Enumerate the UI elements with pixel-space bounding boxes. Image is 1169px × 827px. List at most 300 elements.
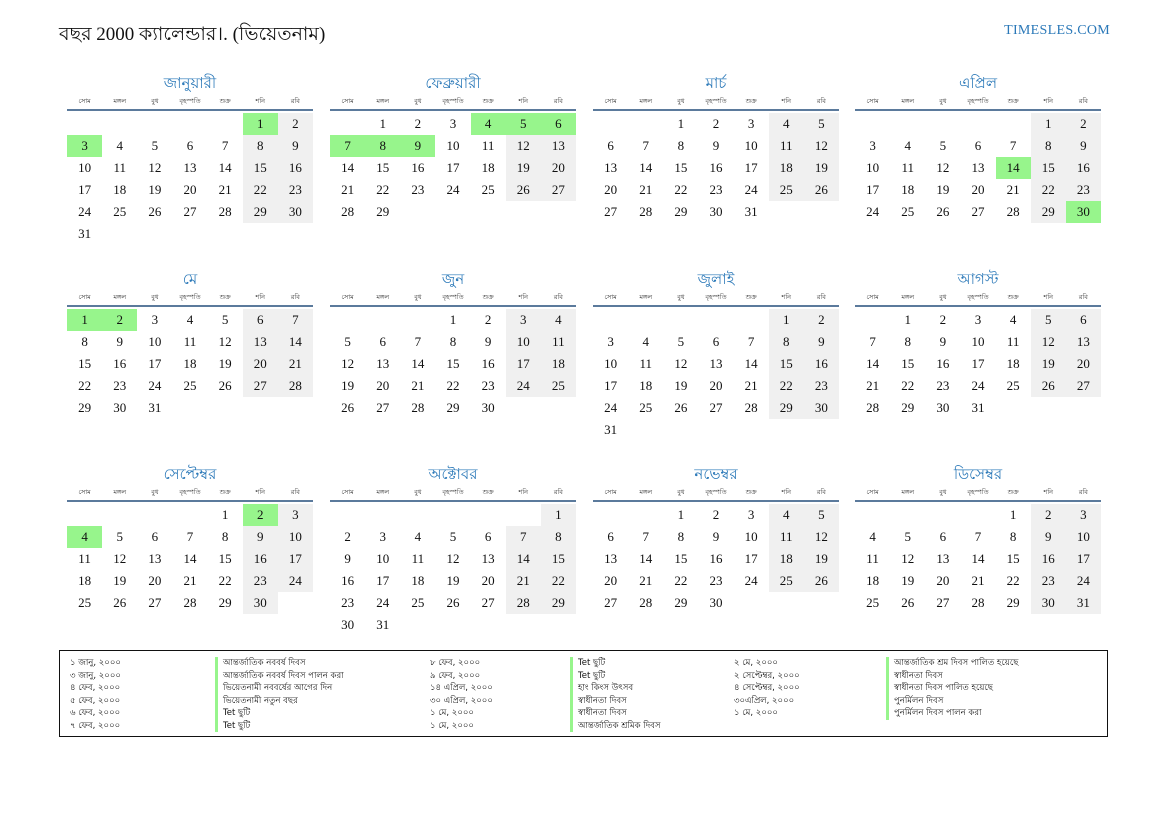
day-cell[interactable]: 2 — [939, 312, 947, 327]
day-cell[interactable]: 3 — [747, 116, 755, 131]
day-cell[interactable]: 10 — [1066, 526, 1101, 548]
day-cell[interactable]: 24 — [1066, 570, 1101, 592]
day-cell[interactable]: 28 — [639, 204, 653, 219]
day-cell[interactable]: 6 — [243, 309, 278, 331]
day-cell[interactable]: 15 — [901, 356, 915, 371]
day-cell[interactable]: 2 — [414, 116, 422, 131]
day-cell[interactable]: 3 — [974, 312, 982, 327]
day-cell[interactable]: 26 — [674, 400, 688, 415]
day-cell[interactable]: 14 — [639, 551, 653, 566]
day-cell[interactable]: 9 — [116, 334, 123, 349]
day-cell[interactable]: 9 — [712, 529, 720, 544]
day-cell[interactable]: 7 — [642, 529, 649, 544]
day-cell[interactable]: 16 — [804, 353, 839, 375]
day-cell[interactable]: 6 — [1066, 309, 1101, 331]
day-cell[interactable]: 12 — [1031, 331, 1066, 353]
day-cell[interactable]: 24 — [376, 595, 390, 610]
day-cell[interactable]: 4 — [642, 334, 649, 349]
day-cell[interactable]: 26 — [148, 204, 162, 219]
day-cell[interactable]: 22 — [541, 570, 576, 592]
day-cell[interactable]: 15 — [376, 160, 390, 175]
day-cell[interactable]: 13 — [183, 160, 197, 175]
day-cell[interactable]: 4 — [471, 113, 506, 135]
day-cell[interactable]: 12 — [148, 160, 162, 175]
day-cell[interactable]: 27 — [183, 204, 197, 219]
day-cell[interactable]: 14 — [971, 551, 985, 566]
day-cell[interactable]: 5 — [151, 138, 159, 153]
day-cell[interactable]: 25 — [481, 182, 495, 197]
day-cell[interactable]: 12 — [341, 356, 355, 371]
day-cell[interactable]: 10 — [604, 356, 618, 371]
day-cell[interactable]: 11 — [411, 551, 425, 566]
day-cell[interactable]: 20 — [541, 157, 576, 179]
day-cell[interactable]: 29 — [78, 400, 92, 415]
day-cell[interactable]: 3 — [869, 138, 876, 153]
day-cell[interactable]: 29 — [1006, 595, 1020, 610]
day-cell[interactable]: 12 — [804, 135, 839, 157]
day-cell[interactable]: 16 — [341, 573, 355, 588]
day-cell[interactable]: 2 — [102, 309, 137, 331]
day-cell[interactable]: 20 — [604, 573, 618, 588]
day-cell[interactable]: 22 — [78, 378, 92, 393]
day-cell[interactable]: 2 — [712, 507, 720, 522]
day-cell[interactable]: 30 — [341, 617, 355, 632]
day-cell[interactable]: 30 — [481, 400, 495, 415]
day-cell[interactable]: 26 — [446, 595, 460, 610]
day-cell[interactable]: 9 — [712, 138, 720, 153]
day-cell[interactable]: 18 — [769, 157, 804, 179]
day-cell[interactable]: 12 — [506, 135, 541, 157]
day-cell[interactable]: 4 — [414, 529, 422, 544]
day-cell[interactable]: 8 — [221, 529, 229, 544]
day-cell[interactable]: 10 — [376, 551, 390, 566]
day-cell[interactable]: 18 — [866, 573, 880, 588]
day-cell[interactable]: 10 — [78, 160, 92, 175]
day-cell[interactable]: 18 — [541, 353, 576, 375]
day-cell[interactable]: 10 — [506, 331, 541, 353]
day-cell[interactable]: 21 — [971, 573, 985, 588]
day-cell[interactable]: 13 — [376, 356, 390, 371]
day-cell[interactable]: 20 — [1066, 353, 1101, 375]
day-cell[interactable]: 11 — [183, 334, 197, 349]
day-cell[interactable]: 26 — [218, 378, 232, 393]
day-cell[interactable]: 15 — [1006, 551, 1020, 566]
day-cell[interactable]: 6 — [379, 334, 386, 349]
day-cell[interactable]: 8 — [365, 135, 400, 157]
day-cell[interactable]: 17 — [506, 353, 541, 375]
day-cell[interactable]: 14 — [218, 160, 232, 175]
day-cell[interactable]: 18 — [481, 160, 495, 175]
day-cell[interactable]: 15 — [541, 548, 576, 570]
day-cell[interactable]: 2 — [712, 116, 720, 131]
day-cell[interactable]: 7 — [506, 526, 541, 548]
day-cell[interactable]: 16 — [411, 160, 425, 175]
day-cell[interactable]: 28 — [278, 375, 313, 397]
day-cell[interactable]: 20 — [183, 182, 197, 197]
day-cell[interactable]: 16 — [936, 356, 950, 371]
day-cell[interactable]: 15 — [243, 157, 278, 179]
day-cell[interactable]: 31 — [744, 204, 758, 219]
day-cell[interactable]: 12 — [936, 160, 950, 175]
day-cell[interactable]: 20 — [709, 378, 723, 393]
day-cell[interactable]: 16 — [709, 551, 723, 566]
day-cell[interactable]: 23 — [481, 378, 495, 393]
day-cell[interactable]: 7 — [747, 334, 755, 349]
day-cell[interactable]: 13 — [148, 551, 162, 566]
day-cell[interactable]: 6 — [607, 138, 614, 153]
day-cell[interactable]: 17 — [78, 182, 92, 197]
day-cell[interactable]: 5 — [804, 113, 839, 135]
day-cell[interactable]: 17 — [1066, 548, 1101, 570]
day-cell[interactable]: 29 — [541, 592, 576, 614]
day-cell[interactable]: 1 — [1031, 113, 1066, 135]
day-cell[interactable]: 21 — [218, 182, 232, 197]
day-cell[interactable]: 5 — [449, 529, 457, 544]
day-cell[interactable]: 25 — [411, 595, 425, 610]
day-cell[interactable]: 17 — [971, 356, 985, 371]
day-cell[interactable]: 8 — [449, 334, 457, 349]
day-cell[interactable]: 7 — [869, 334, 876, 349]
day-cell[interactable]: 3 — [449, 116, 457, 131]
day-cell[interactable]: 25 — [541, 375, 576, 397]
day-cell[interactable]: 5 — [904, 529, 911, 544]
day-cell[interactable]: 13 — [604, 160, 618, 175]
day-cell[interactable]: 20 — [148, 573, 162, 588]
day-cell[interactable]: 8 — [81, 334, 88, 349]
day-cell[interactable]: 2 — [1031, 504, 1066, 526]
day-cell[interactable]: 18 — [183, 356, 197, 371]
day-cell[interactable]: 28 — [866, 400, 880, 415]
day-cell[interactable]: 23 — [709, 182, 723, 197]
day-cell[interactable]: 27 — [376, 400, 390, 415]
day-cell[interactable]: 16 — [481, 356, 495, 371]
day-cell[interactable]: 25 — [183, 378, 197, 393]
day-cell[interactable]: 1 — [677, 116, 685, 131]
day-cell[interactable]: 27 — [481, 595, 495, 610]
day-cell[interactable]: 22 — [1006, 573, 1020, 588]
day-cell[interactable]: 6 — [541, 113, 576, 135]
day-cell[interactable]: 6 — [712, 334, 720, 349]
day-cell[interactable]: 29 — [901, 400, 915, 415]
day-cell[interactable]: 29 — [674, 595, 688, 610]
day-cell[interactable]: 30 — [278, 201, 313, 223]
day-cell[interactable]: 31 — [148, 400, 162, 415]
day-cell[interactable]: 22 — [901, 378, 915, 393]
day-cell[interactable]: 22 — [674, 182, 688, 197]
day-cell[interactable]: 20 — [936, 573, 950, 588]
day-cell[interactable]: 28 — [1006, 204, 1020, 219]
day-cell[interactable]: 25 — [113, 204, 127, 219]
day-cell[interactable]: 1 — [67, 309, 102, 331]
site-link[interactable]: TIMESLES.COM — [1004, 23, 1110, 38]
day-cell[interactable]: 8 — [1031, 135, 1066, 157]
day-cell[interactable]: 13 — [481, 551, 495, 566]
day-cell[interactable]: 27 — [936, 595, 950, 610]
day-cell[interactable]: 6 — [484, 529, 492, 544]
day-cell[interactable]: 1 — [677, 507, 685, 522]
day-cell[interactable]: 24 — [446, 182, 460, 197]
day-cell[interactable]: 23 — [1031, 570, 1066, 592]
day-cell[interactable]: 26 — [506, 179, 541, 201]
day-cell[interactable]: 1 — [379, 116, 386, 131]
day-cell[interactable]: 11 — [113, 160, 126, 175]
day-cell[interactable]: 4 — [67, 526, 102, 548]
day-cell[interactable]: 14 — [866, 356, 880, 371]
day-cell[interactable]: 20 — [376, 378, 390, 393]
day-cell[interactable]: 2 — [1066, 113, 1101, 135]
day-cell[interactable]: 6 — [607, 529, 614, 544]
day-cell[interactable]: 27 — [971, 204, 985, 219]
day-cell[interactable]: 5 — [116, 529, 123, 544]
day-cell[interactable]: 8 — [243, 135, 278, 157]
day-cell[interactable]: 3 — [379, 529, 386, 544]
day-cell[interactable]: 19 — [148, 182, 162, 197]
day-cell[interactable]: 10 — [744, 138, 758, 153]
day-cell[interactable]: 21 — [866, 378, 880, 393]
day-cell[interactable]: 21 — [744, 378, 758, 393]
day-cell[interactable]: 15 — [1031, 157, 1066, 179]
day-cell[interactable]: 20 — [604, 182, 618, 197]
day-cell[interactable]: 4 — [1009, 312, 1017, 327]
day-cell[interactable]: 22 — [446, 378, 460, 393]
day-cell[interactable]: 17 — [604, 378, 618, 393]
day-cell[interactable]: 26 — [804, 570, 839, 592]
day-cell[interactable]: 24 — [278, 570, 313, 592]
day-cell[interactable]: 22 — [243, 179, 278, 201]
day-cell[interactable]: 15 — [218, 551, 232, 566]
day-cell[interactable]: 1 — [904, 312, 911, 327]
day-cell[interactable]: 21 — [278, 353, 313, 375]
day-cell[interactable]: 5 — [804, 504, 839, 526]
day-cell[interactable]: 21 — [411, 378, 425, 393]
day-cell[interactable]: 9 — [1031, 526, 1066, 548]
day-cell[interactable]: 30 — [936, 400, 950, 415]
day-cell[interactable]: 8 — [1009, 529, 1017, 544]
day-cell[interactable]: 19 — [446, 573, 460, 588]
day-cell[interactable]: 23 — [113, 378, 127, 393]
day-cell[interactable]: 28 — [639, 595, 653, 610]
day-cell[interactable]: 18 — [113, 182, 127, 197]
day-cell[interactable]: 31 — [1066, 592, 1101, 614]
day-cell[interactable]: 8 — [677, 529, 685, 544]
day-cell[interactable]: 10 — [866, 160, 880, 175]
day-cell[interactable]: 18 — [639, 378, 653, 393]
day-cell[interactable]: 30 — [1031, 592, 1066, 614]
day-cell[interactable]: 25 — [769, 179, 804, 201]
day-cell[interactable]: 11 — [481, 138, 495, 153]
day-cell[interactable]: 16 — [709, 160, 723, 175]
day-cell[interactable]: 9 — [243, 526, 278, 548]
day-cell[interactable]: 18 — [78, 573, 92, 588]
day-cell[interactable]: 11 — [866, 551, 879, 566]
day-cell[interactable]: 22 — [674, 573, 688, 588]
day-cell[interactable]: 17 — [866, 182, 880, 197]
day-cell[interactable]: 2 — [804, 309, 839, 331]
day-cell[interactable]: 12 — [113, 551, 127, 566]
day-cell[interactable]: 6 — [939, 529, 947, 544]
day-cell[interactable]: 8 — [904, 334, 911, 349]
day-cell[interactable]: 2 — [243, 504, 278, 526]
day-cell[interactable]: 23 — [243, 570, 278, 592]
day-cell[interactable]: 14 — [996, 157, 1031, 179]
day-cell[interactable]: 27 — [709, 400, 723, 415]
day-cell[interactable]: 19 — [804, 548, 839, 570]
day-cell[interactable]: 6 — [186, 138, 194, 153]
day-cell[interactable]: 13 — [604, 551, 618, 566]
day-cell[interactable]: 8 — [769, 331, 804, 353]
day-cell[interactable]: 19 — [341, 378, 355, 393]
day-cell[interactable]: 17 — [148, 356, 162, 371]
day-cell[interactable]: 30 — [709, 204, 723, 219]
day-cell[interactable]: 15 — [769, 353, 804, 375]
day-cell[interactable]: 1 — [449, 312, 457, 327]
day-cell[interactable]: 4 — [541, 309, 576, 331]
day-cell[interactable]: 6 — [151, 529, 159, 544]
day-cell[interactable]: 4 — [186, 312, 194, 327]
day-cell[interactable]: 17 — [376, 573, 390, 588]
day-cell[interactable]: 21 — [183, 573, 197, 588]
day-cell[interactable]: 13 — [541, 135, 576, 157]
day-cell[interactable]: 5 — [344, 334, 351, 349]
day-cell[interactable]: 9 — [804, 331, 839, 353]
day-cell[interactable]: 25 — [769, 570, 804, 592]
day-cell[interactable]: 30 — [709, 595, 723, 610]
day-cell[interactable]: 15 — [78, 356, 92, 371]
day-cell[interactable]: 13 — [936, 551, 950, 566]
day-cell[interactable]: 7 — [414, 334, 422, 349]
day-cell[interactable]: 9 — [344, 551, 351, 566]
day-cell[interactable]: 28 — [341, 204, 355, 219]
day-cell[interactable]: 21 — [639, 182, 653, 197]
day-cell[interactable]: 4 — [769, 113, 804, 135]
day-cell[interactable]: 28 — [506, 592, 541, 614]
day-cell[interactable]: 24 — [506, 375, 541, 397]
day-cell[interactable]: 11 — [541, 331, 576, 353]
day-cell[interactable]: 1 — [769, 309, 804, 331]
day-cell[interactable]: 27 — [1066, 375, 1101, 397]
day-cell[interactable]: 24 — [78, 204, 92, 219]
day-cell[interactable]: 23 — [341, 595, 355, 610]
day-cell[interactable]: 24 — [744, 182, 758, 197]
day-cell[interactable]: 12 — [446, 551, 460, 566]
day-cell[interactable]: 3 — [278, 504, 313, 526]
day-cell[interactable]: 24 — [604, 400, 618, 415]
day-cell[interactable]: 14 — [341, 160, 355, 175]
day-cell[interactable]: 19 — [1031, 353, 1066, 375]
day-cell[interactable]: 2 — [484, 312, 492, 327]
day-cell[interactable]: 30 — [113, 400, 127, 415]
day-cell[interactable]: 26 — [1031, 375, 1066, 397]
day-cell[interactable]: 7 — [186, 529, 194, 544]
day-cell[interactable]: 25 — [866, 595, 880, 610]
day-cell[interactable]: 16 — [113, 356, 127, 371]
day-cell[interactable]: 29 — [769, 397, 804, 419]
day-cell[interactable]: 27 — [604, 204, 618, 219]
day-cell[interactable]: 19 — [113, 573, 127, 588]
day-cell[interactable]: 19 — [804, 157, 839, 179]
day-cell[interactable]: 13 — [1066, 331, 1101, 353]
day-cell[interactable]: 16 — [243, 548, 278, 570]
day-cell[interactable]: 5 — [939, 138, 947, 153]
day-cell[interactable]: 23 — [278, 179, 313, 201]
day-cell[interactable]: 26 — [804, 179, 839, 201]
day-cell[interactable]: 7 — [1009, 138, 1017, 153]
day-cell[interactable]: 19 — [506, 157, 541, 179]
day-cell[interactable]: 4 — [904, 138, 911, 153]
day-cell[interactable]: 27 — [243, 375, 278, 397]
day-cell[interactable]: 17 — [744, 551, 758, 566]
day-cell[interactable]: 18 — [411, 573, 425, 588]
day-cell[interactable]: 9 — [939, 334, 947, 349]
day-cell[interactable]: 14 — [278, 331, 313, 353]
day-cell[interactable]: 29 — [376, 204, 390, 219]
day-cell[interactable]: 29 — [674, 204, 688, 219]
day-cell[interactable]: 26 — [936, 204, 950, 219]
day-cell[interactable]: 4 — [116, 138, 123, 153]
day-cell[interactable]: 25 — [1006, 378, 1020, 393]
day-cell[interactable]: 23 — [804, 375, 839, 397]
day-cell[interactable]: 9 — [1066, 135, 1101, 157]
day-cell[interactable]: 31 — [604, 422, 618, 437]
day-cell[interactable]: 12 — [218, 334, 232, 349]
day-cell[interactable]: 1 — [243, 113, 278, 135]
day-cell[interactable]: 14 — [411, 356, 425, 371]
day-cell[interactable]: 29 — [446, 400, 460, 415]
day-cell[interactable]: 12 — [804, 526, 839, 548]
day-cell[interactable]: 19 — [218, 356, 232, 371]
day-cell[interactable]: 5 — [677, 334, 685, 349]
day-cell[interactable]: 3 — [747, 507, 755, 522]
day-cell[interactable]: 24 — [971, 378, 985, 393]
day-cell[interactable]: 21 — [506, 570, 541, 592]
day-cell[interactable]: 29 — [218, 595, 232, 610]
day-cell[interactable]: 9 — [484, 334, 492, 349]
day-cell[interactable]: 27 — [604, 595, 618, 610]
day-cell[interactable]: 26 — [113, 595, 127, 610]
day-cell[interactable]: 7 — [278, 309, 313, 331]
day-cell[interactable]: 9 — [278, 135, 313, 157]
day-cell[interactable]: 5 — [221, 312, 229, 327]
day-cell[interactable]: 3 — [607, 334, 614, 349]
day-cell[interactable]: 4 — [869, 529, 876, 544]
day-cell[interactable]: 3 — [1066, 504, 1101, 526]
day-cell[interactable]: 18 — [901, 182, 915, 197]
day-cell[interactable]: 23 — [411, 182, 425, 197]
day-cell[interactable]: 3 — [506, 309, 541, 331]
day-cell[interactable]: 30 — [1066, 201, 1101, 223]
day-cell[interactable]: 11 — [1006, 334, 1020, 349]
day-cell[interactable]: 16 — [278, 157, 313, 179]
day-cell[interactable]: 24 — [744, 573, 758, 588]
day-cell[interactable]: 25 — [639, 400, 653, 415]
day-cell[interactable]: 3 — [67, 135, 102, 157]
day-cell[interactable]: 13 — [971, 160, 985, 175]
day-cell[interactable]: 14 — [506, 548, 541, 570]
day-cell[interactable]: 19 — [674, 378, 688, 393]
day-cell[interactable]: 10 — [148, 334, 162, 349]
day-cell[interactable]: 17 — [446, 160, 460, 175]
day-cell[interactable]: 26 — [341, 400, 355, 415]
day-cell[interactable]: 25 — [901, 204, 915, 219]
day-cell[interactable]: 7 — [330, 135, 365, 157]
day-cell[interactable]: 31 — [971, 400, 985, 415]
day-cell[interactable]: 15 — [674, 160, 688, 175]
day-cell[interactable]: 30 — [804, 397, 839, 419]
day-cell[interactable]: 4 — [769, 504, 804, 526]
day-cell[interactable]: 16 — [1031, 548, 1066, 570]
day-cell[interactable]: 31 — [376, 617, 390, 632]
day-cell[interactable]: 28 — [218, 204, 232, 219]
